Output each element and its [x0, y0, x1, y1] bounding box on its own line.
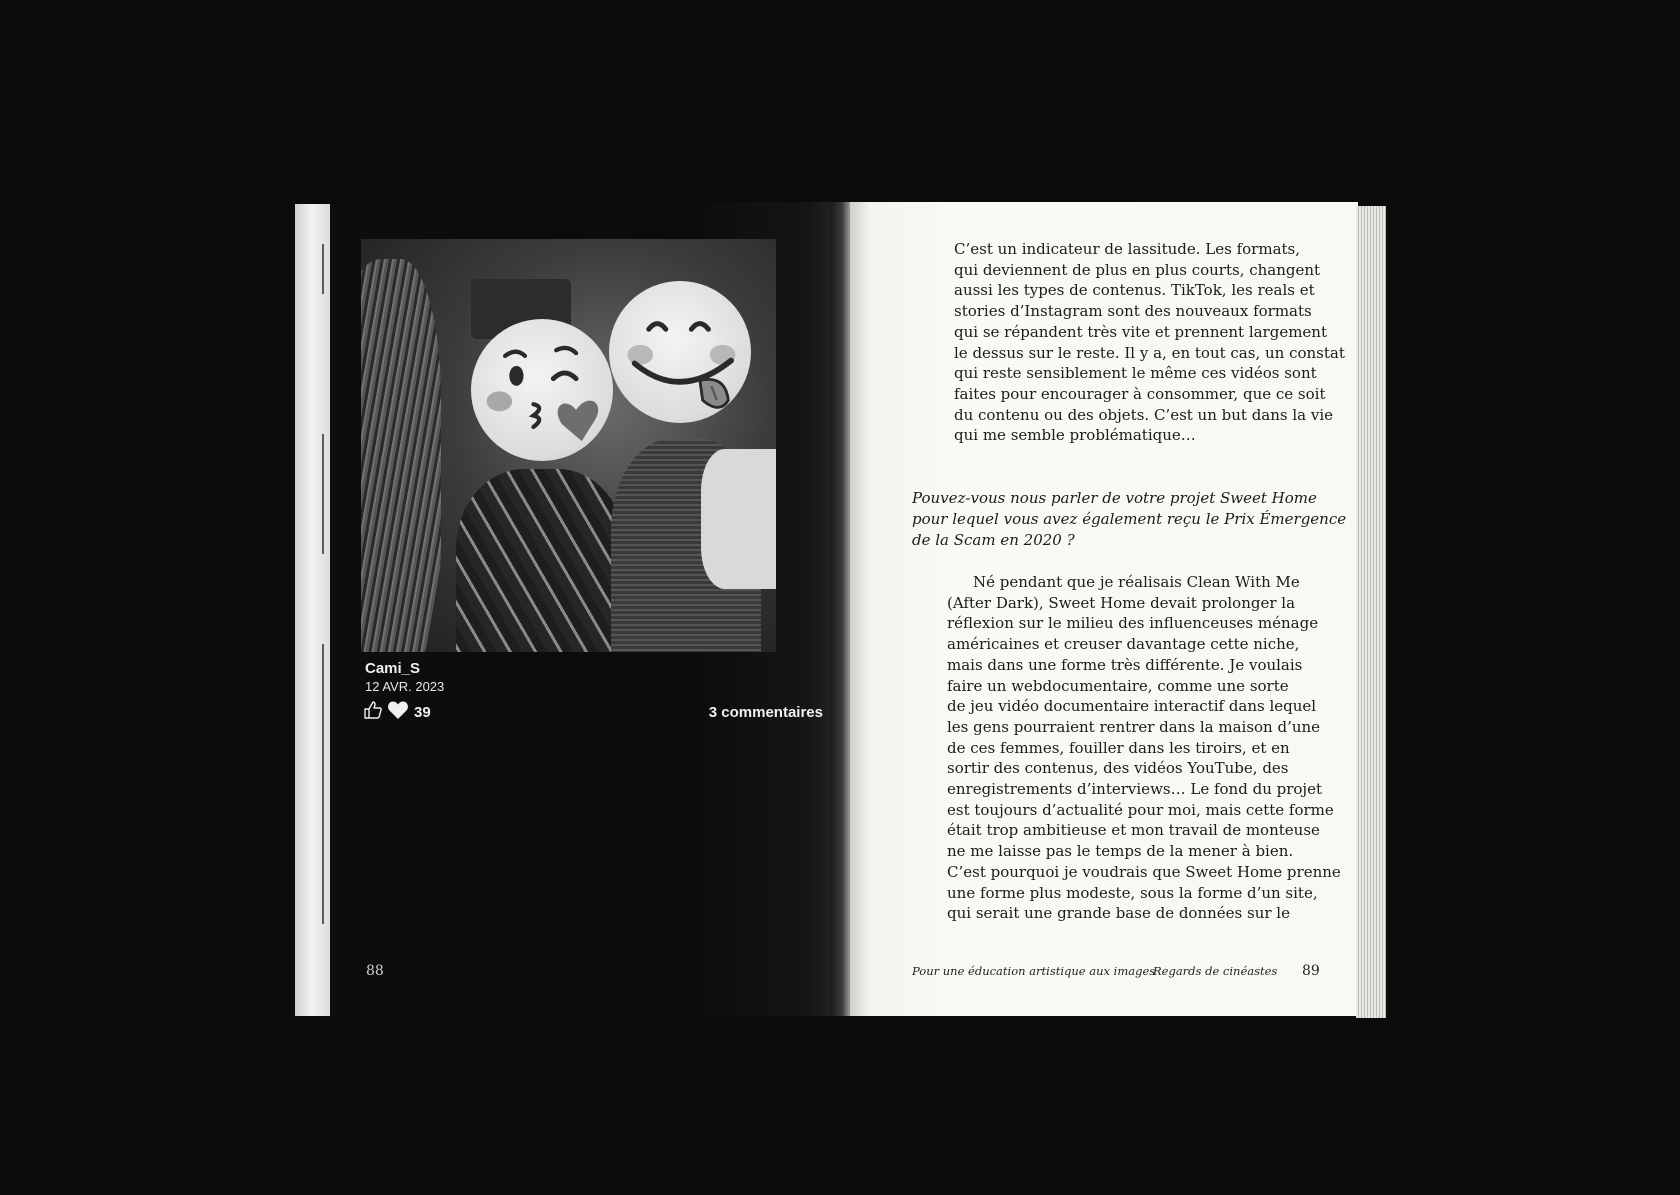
footer-section-title: Regards de cinéastes — [1153, 964, 1278, 978]
tongue-emoji-icon — [609, 281, 751, 423]
photo-figure-left — [456, 469, 626, 652]
kissing-emoji-icon — [471, 319, 613, 461]
text-line: C’est un indicateur de lassitude. Les formats, — [954, 240, 1301, 258]
post-reactions — [363, 700, 431, 724]
text-line: du contenu ou des objets. C’est un but dans la vie — [954, 405, 1334, 424]
footer-book-title: Pour une éducation artistique aux images — [912, 964, 1156, 978]
edge-rule — [322, 434, 324, 554]
text-line: stories d’Instagram sont des nouveaux formats — [954, 302, 1312, 321]
text-line: est toujours d’actualité pour moi, mais cette forme — [947, 800, 1334, 819]
text-line: sortir des contenus, des vidéos YouTube, des — [947, 759, 1289, 778]
edge-rule — [322, 244, 324, 294]
text-line: (After Dark), Sweet Home devait prolonger la — [947, 593, 1296, 612]
text-line: une forme plus modeste, sous la forme d’un site, — [947, 883, 1318, 902]
text-line: qui serait une grande base de données sur le — [947, 904, 1290, 923]
text-line: ne me laisse pas le temps de la mener à bien. — [947, 842, 1294, 861]
comments-link[interactable]: 3 commentaires — [708, 704, 823, 721]
text-line: qui reste sensiblement le même ces vidéos sont — [954, 364, 1317, 383]
text-line: Né pendant que je réalisais Clean With Me — [973, 573, 1300, 591]
text-line: de jeu vidéo documentaire interactif dans lequel — [947, 697, 1317, 716]
text-line: qui se répandent très vite et prennent largement — [954, 322, 1328, 341]
heart-icon[interactable] — [387, 700, 409, 724]
thumbs-up-icon[interactable] — [363, 700, 383, 724]
text-line: enregistrements d’interviews… Le fond du projet — [947, 780, 1322, 799]
text-line: aussi les types de contenus. TikTok, les reals et — [954, 281, 1315, 300]
question-line: de la Scam en 2020 ? — [912, 531, 1075, 549]
left-page — [330, 202, 850, 1016]
text-line: le dessus sur le reste. Il y a, en tout cas, un constat — [954, 343, 1345, 362]
text-line: réflexion sur le milieu des influenceuses ménage — [947, 614, 1319, 633]
right-page — [850, 202, 1358, 1016]
question-line: Pouvez-vous nous parler de votre projet Sweet Home — [912, 489, 1317, 507]
edge-rule — [322, 644, 324, 924]
page-number-right: 89 — [1302, 963, 1320, 979]
likes-count: 39 — [414, 703, 431, 721]
book-gutter — [830, 202, 850, 1016]
text-line: qui me semble problématique… — [954, 426, 1196, 445]
page-number-left: 88 — [366, 963, 384, 979]
left-page-edge — [295, 204, 331, 1016]
post-date: 12 AVR. 2023 — [365, 679, 445, 694]
text-line: les gens pourraient rentrer dans la maison d’une — [947, 717, 1321, 736]
interview-question — [912, 488, 1347, 551]
photo-shirt — [701, 449, 776, 589]
text-line: faites pour encourager à consommer, que ce soit — [954, 384, 1326, 403]
text-line: américaines et creuser davantage cette niche, — [947, 635, 1300, 654]
text-line: mais dans une forme très différente. Je voulais — [947, 655, 1303, 674]
post-username[interactable]: Cami_S — [365, 660, 421, 677]
paragraph-2 — [947, 572, 1347, 924]
text-line: de ces femmes, fouiller dans les tiroirs, et en — [947, 738, 1290, 757]
right-page-edge — [1356, 206, 1386, 1018]
photo-hair — [361, 259, 441, 652]
text-line: faire un webdocumentaire, comme une sorte — [947, 676, 1289, 695]
post-photo — [361, 239, 776, 652]
text-line: était trop ambitieuse et mon travail de monteuse — [947, 821, 1320, 840]
paragraph-1 — [954, 239, 1345, 446]
text-line: qui deviennent de plus en plus courts, changent — [954, 260, 1321, 279]
question-line: pour lequel vous avez également reçu le Prix Émergence — [912, 510, 1347, 528]
text-line: C’est pourquoi je voudrais que Sweet Home prenne — [947, 862, 1341, 881]
